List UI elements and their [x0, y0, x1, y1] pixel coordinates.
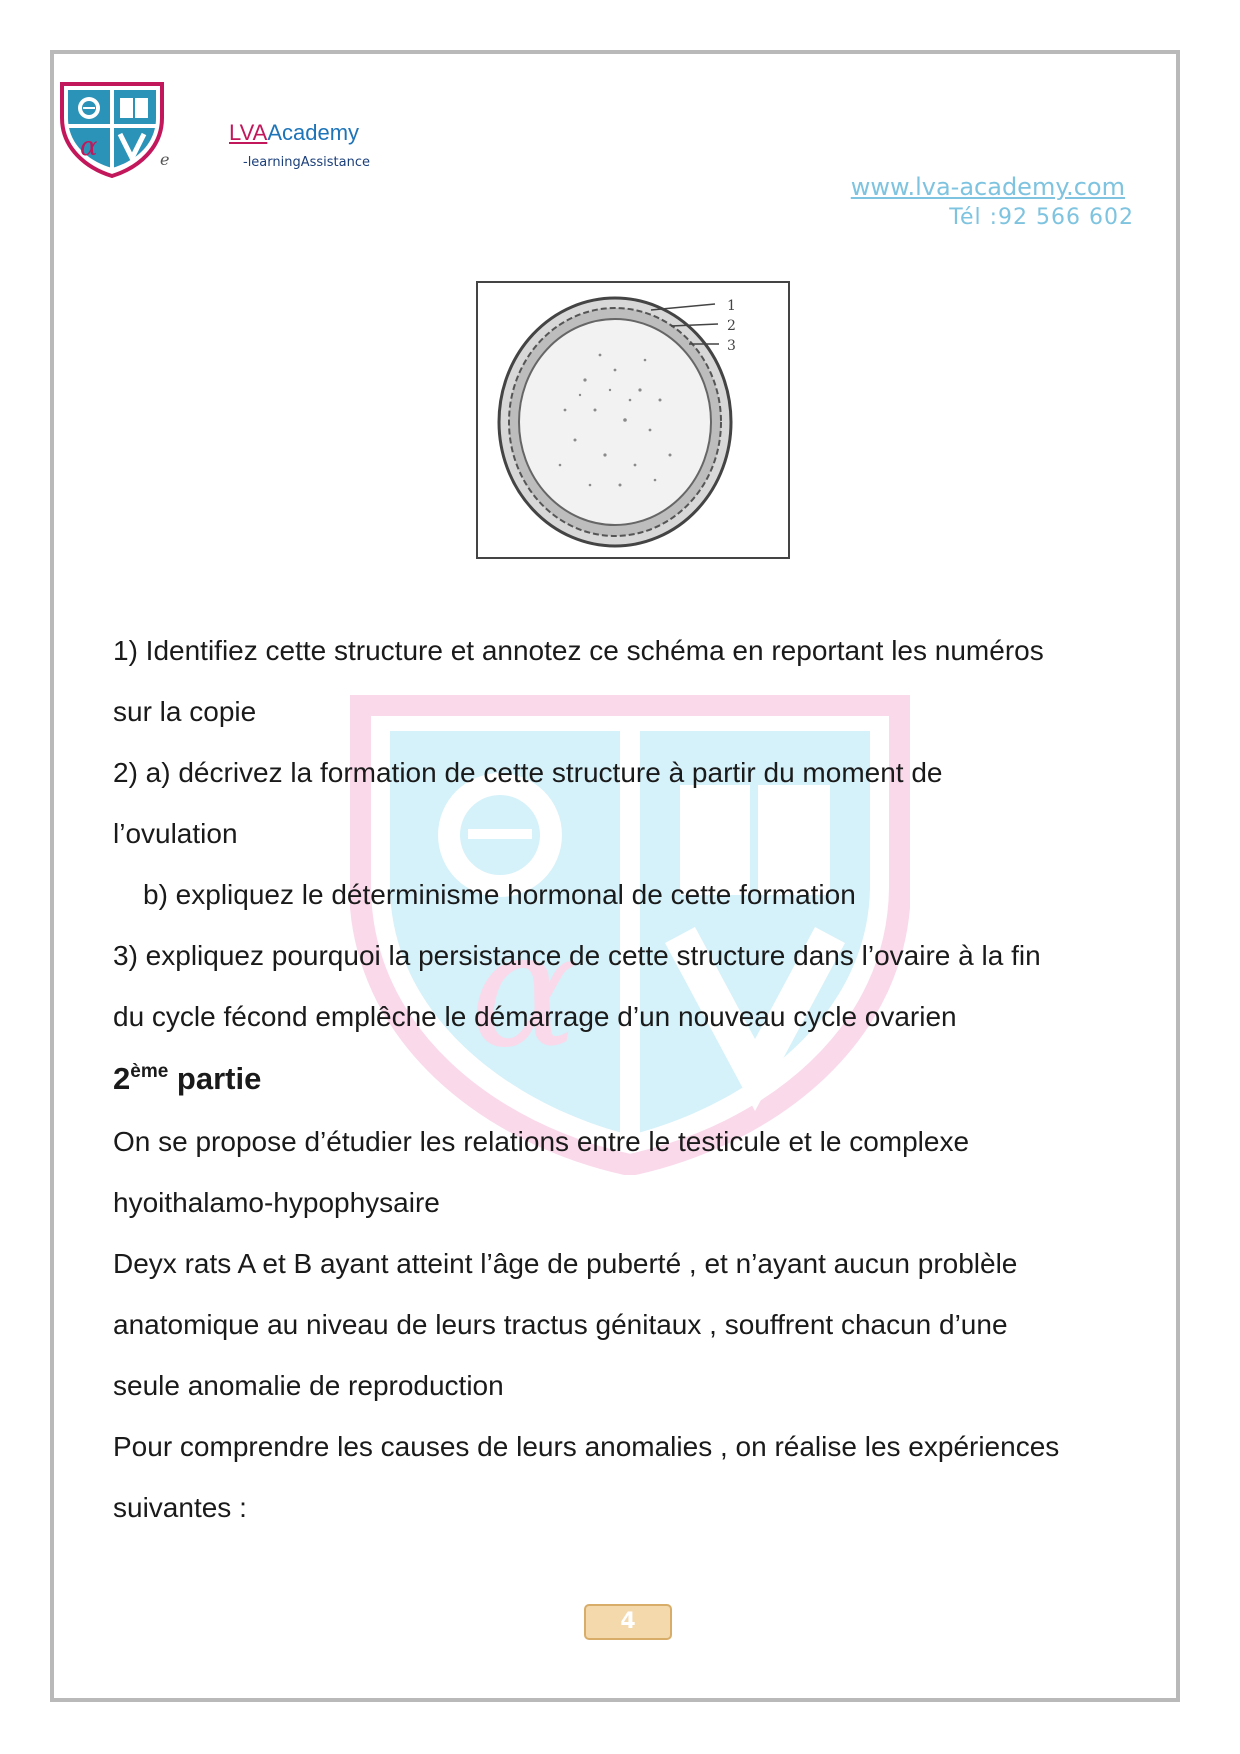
- question-1-line-2: sur la copie: [113, 696, 257, 727]
- heading-word: partie: [176, 1061, 262, 1096]
- paragraph-1-line-2: hyoithalamo-hypophysaire: [113, 1187, 440, 1218]
- question-3-line-1: 3) expliquez pourquoi la persistance de cette structure dans l’ovaire à la fin: [113, 940, 1041, 971]
- paragraph-2-line-2: anatomique au niveau de leurs tractus génitaux , souffrent chacun d’une: [113, 1309, 1008, 1340]
- paragraph-2-line-3: seule anomalie de reproduction: [113, 1370, 504, 1401]
- logo-letter: e: [160, 150, 170, 169]
- question-1-line-1: 1) Identifiez cette structure et annotez ce schéma en reportant les numéros: [113, 635, 1044, 666]
- question-2b: b) expliquez le déterminisme hormonal de cette formation: [143, 879, 856, 910]
- brand-tagline: -learningAssistance: [243, 155, 370, 170]
- svg-text:α: α: [80, 132, 98, 162]
- brand-name: [229, 120, 359, 146]
- svg-text:α: α: [470, 896, 579, 1083]
- brand-prefix: LVA: [229, 120, 268, 145]
- page-number-badge: 4: [584, 1604, 672, 1640]
- phone-number: Tél :92 566 602: [949, 205, 1134, 230]
- document-body: [113, 620, 1143, 1538]
- question-2a-line-2: l’ovulation: [113, 818, 238, 849]
- label-3: 3: [727, 338, 736, 354]
- brand-suffix: Academy: [267, 120, 360, 145]
- lva-academy-logo: [56, 78, 168, 178]
- question-3-line-2: du cycle fécond emplêche le démarrage d’un nouveau cycle ovarien: [113, 1001, 957, 1032]
- heading-number: 2: [113, 1061, 131, 1096]
- paragraph-2-line-1: Deyx rats A et B ayant atteint l’âge de puberté , et n’ayant aucun problèle: [113, 1248, 1018, 1279]
- question-2a-line-1: 2) a) décrivez la formation de cette structure à partir du moment de: [113, 757, 943, 788]
- website-link[interactable]: www.lva-academy.com: [850, 173, 1125, 201]
- paragraph-3-line-1: Pour comprendre les causes de leurs anomalies , on réalise les expériences: [113, 1431, 1060, 1462]
- structure-diagram: [475, 280, 791, 560]
- paragraph-3-line-2: suivantes :: [113, 1492, 247, 1523]
- label-1: 1: [727, 298, 736, 314]
- heading-superscript: ème: [130, 1061, 169, 1082]
- label-2: 2: [727, 318, 736, 334]
- paragraph-1-line-1: On se propose d’étudier les relations entre le testicule et le complexe: [113, 1126, 970, 1157]
- section-heading: [113, 1047, 1143, 1111]
